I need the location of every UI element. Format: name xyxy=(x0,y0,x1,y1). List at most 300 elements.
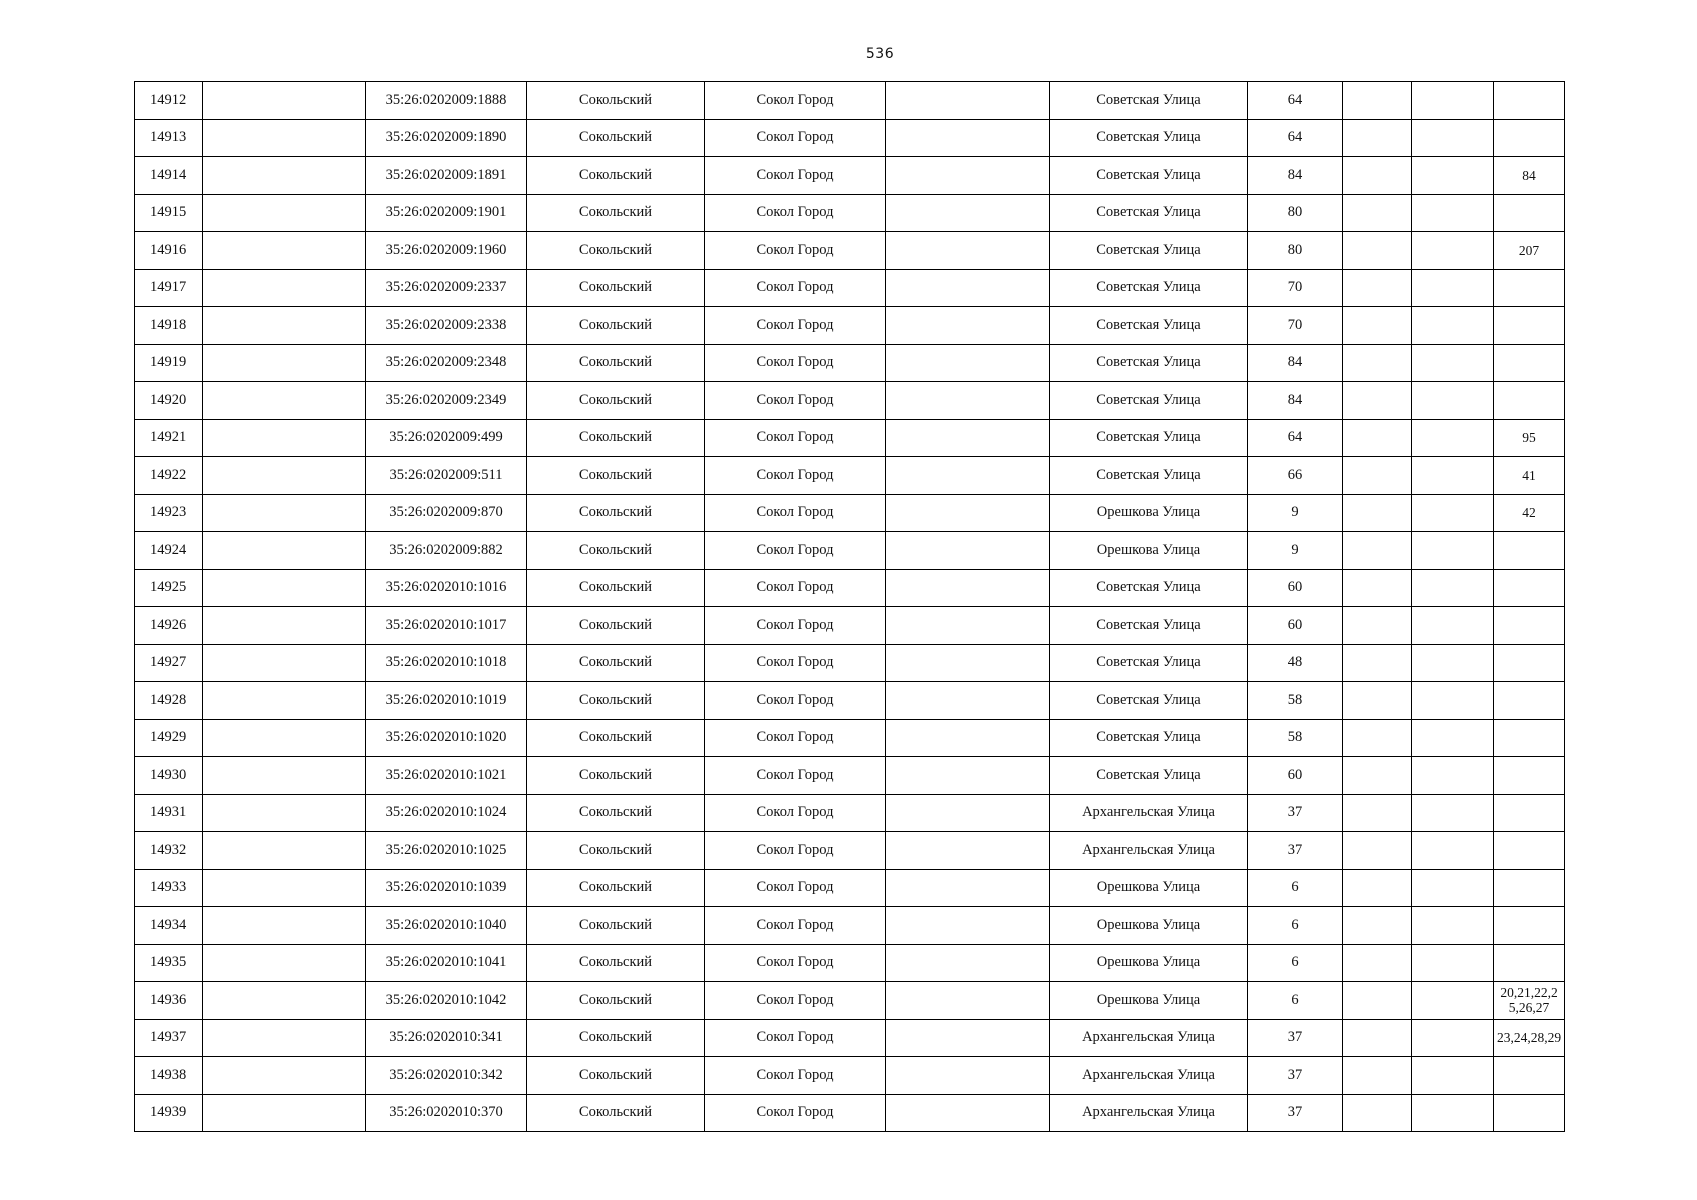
note-cell xyxy=(1494,269,1565,307)
blank-cell xyxy=(886,532,1050,570)
row-number-cell: 14939 xyxy=(135,1094,203,1132)
street-cell: Орешкова Улица xyxy=(1050,494,1248,532)
blank-cell xyxy=(1412,457,1494,495)
row-number-cell: 14922 xyxy=(135,457,203,495)
blank-cell xyxy=(1343,907,1412,945)
house-number-cell: 6 xyxy=(1248,944,1343,982)
blank-cell xyxy=(203,944,366,982)
street-cell: Советская Улица xyxy=(1050,269,1248,307)
cadastral-number-cell: 35:26:0202010:1019 xyxy=(366,682,527,720)
blank-cell xyxy=(886,82,1050,120)
note-cell: 95 xyxy=(1494,419,1565,457)
note-cell xyxy=(1494,869,1565,907)
house-number-cell: 60 xyxy=(1248,607,1343,645)
blank-cell xyxy=(1412,907,1494,945)
table-row xyxy=(135,269,1565,307)
table-row xyxy=(135,944,1565,982)
table-row xyxy=(135,419,1565,457)
street-cell: Орешкова Улица xyxy=(1050,869,1248,907)
house-number-cell: 37 xyxy=(1248,1094,1343,1132)
table-row xyxy=(135,794,1565,832)
street-cell: Орешкова Улица xyxy=(1050,532,1248,570)
settlement-cell: Сокол Город xyxy=(705,607,886,645)
blank-cell xyxy=(1412,494,1494,532)
settlement-cell: Сокол Город xyxy=(705,944,886,982)
settlement-cell: Сокол Город xyxy=(705,457,886,495)
blank-cell xyxy=(886,232,1050,270)
blank-cell xyxy=(1343,869,1412,907)
blank-cell xyxy=(886,644,1050,682)
blank-cell xyxy=(1343,682,1412,720)
blank-cell xyxy=(886,344,1050,382)
blank-cell xyxy=(886,794,1050,832)
blank-cell xyxy=(203,607,366,645)
cadastral-number-cell: 35:26:0202010:1025 xyxy=(366,832,527,870)
row-number-cell: 14928 xyxy=(135,682,203,720)
street-cell: Орешкова Улица xyxy=(1050,907,1248,945)
settlement-cell: Сокол Город xyxy=(705,1019,886,1057)
settlement-cell: Сокол Город xyxy=(705,907,886,945)
table-row xyxy=(135,232,1565,270)
blank-cell xyxy=(1343,307,1412,345)
row-number-cell: 14919 xyxy=(135,344,203,382)
blank-cell xyxy=(1343,1019,1412,1057)
blank-cell xyxy=(886,982,1050,1020)
district-cell: Сокольский xyxy=(527,457,705,495)
district-cell: Сокольский xyxy=(527,794,705,832)
district-cell: Сокольский xyxy=(527,194,705,232)
settlement-cell: Сокол Город xyxy=(705,119,886,157)
blank-cell xyxy=(203,682,366,720)
district-cell: Сокольский xyxy=(527,569,705,607)
blank-cell xyxy=(1412,719,1494,757)
row-number-cell: 14914 xyxy=(135,157,203,195)
street-cell: Советская Улица xyxy=(1050,457,1248,495)
district-cell: Сокольский xyxy=(527,1019,705,1057)
house-number-cell: 64 xyxy=(1248,119,1343,157)
street-cell: Советская Улица xyxy=(1050,682,1248,720)
blank-cell xyxy=(886,869,1050,907)
district-cell: Сокольский xyxy=(527,119,705,157)
row-number-cell: 14929 xyxy=(135,719,203,757)
house-number-cell: 58 xyxy=(1248,682,1343,720)
cadastral-number-cell: 35:26:0202010:341 xyxy=(366,1019,527,1057)
note-cell xyxy=(1494,607,1565,645)
house-number-cell: 66 xyxy=(1248,457,1343,495)
table-row xyxy=(135,719,1565,757)
blank-cell xyxy=(1343,569,1412,607)
row-number-cell: 14933 xyxy=(135,869,203,907)
blank-cell xyxy=(203,569,366,607)
blank-cell xyxy=(203,869,366,907)
row-number-cell: 14936 xyxy=(135,982,203,1020)
note-cell xyxy=(1494,82,1565,120)
house-number-cell: 64 xyxy=(1248,82,1343,120)
street-cell: Советская Улица xyxy=(1050,82,1248,120)
street-cell: Архангельская Улица xyxy=(1050,1057,1248,1095)
row-number-cell: 14927 xyxy=(135,644,203,682)
table-row xyxy=(135,194,1565,232)
row-number-cell: 14931 xyxy=(135,794,203,832)
cadastral-number-cell: 35:26:0202009:2348 xyxy=(366,344,527,382)
district-cell: Сокольский xyxy=(527,832,705,870)
table-row xyxy=(135,832,1565,870)
note-cell xyxy=(1494,682,1565,720)
note-cell xyxy=(1494,307,1565,345)
blank-cell xyxy=(203,644,366,682)
blank-cell xyxy=(886,944,1050,982)
district-cell: Сокольский xyxy=(527,982,705,1020)
settlement-cell: Сокол Город xyxy=(705,757,886,795)
blank-cell xyxy=(886,269,1050,307)
blank-cell xyxy=(1343,119,1412,157)
house-number-cell: 37 xyxy=(1248,794,1343,832)
row-number-cell: 14916 xyxy=(135,232,203,270)
house-number-cell: 6 xyxy=(1248,869,1343,907)
cadastral-number-cell: 35:26:0202010:370 xyxy=(366,1094,527,1132)
note-cell xyxy=(1494,794,1565,832)
settlement-cell: Сокол Город xyxy=(705,419,886,457)
blank-cell xyxy=(886,307,1050,345)
house-number-cell: 60 xyxy=(1248,757,1343,795)
blank-cell xyxy=(203,757,366,795)
blank-cell xyxy=(203,419,366,457)
table-row xyxy=(135,682,1565,720)
blank-cell xyxy=(1343,232,1412,270)
blank-cell xyxy=(1412,1094,1494,1132)
cadastral-number-cell: 35:26:0202010:1042 xyxy=(366,982,527,1020)
cadastral-number-cell: 35:26:0202010:1016 xyxy=(366,569,527,607)
settlement-cell: Сокол Город xyxy=(705,232,886,270)
district-cell: Сокольский xyxy=(527,1057,705,1095)
blank-cell xyxy=(1343,344,1412,382)
cadastral-number-cell: 35:26:0202009:1890 xyxy=(366,119,527,157)
street-cell: Советская Улица xyxy=(1050,344,1248,382)
settlement-cell: Сокол Город xyxy=(705,982,886,1020)
district-cell: Сокольский xyxy=(527,269,705,307)
note-cell xyxy=(1494,719,1565,757)
district-cell: Сокольский xyxy=(527,944,705,982)
note-cell: 23,24,28,29 xyxy=(1494,1019,1565,1057)
blank-cell xyxy=(1412,157,1494,195)
house-number-cell: 9 xyxy=(1248,532,1343,570)
note-cell xyxy=(1494,119,1565,157)
blank-cell xyxy=(1343,944,1412,982)
blank-cell xyxy=(886,419,1050,457)
row-number-cell: 14921 xyxy=(135,419,203,457)
district-cell: Сокольский xyxy=(527,232,705,270)
note-cell xyxy=(1494,944,1565,982)
blank-cell xyxy=(203,907,366,945)
row-number-cell: 14912 xyxy=(135,82,203,120)
street-cell: Советская Улица xyxy=(1050,307,1248,345)
row-number-cell: 14913 xyxy=(135,119,203,157)
settlement-cell: Сокол Город xyxy=(705,494,886,532)
blank-cell xyxy=(1412,832,1494,870)
note-cell: 42 xyxy=(1494,494,1565,532)
blank-cell xyxy=(1343,1057,1412,1095)
blank-cell xyxy=(203,1094,366,1132)
cadastral-number-cell: 35:26:0202010:342 xyxy=(366,1057,527,1095)
blank-cell xyxy=(1412,607,1494,645)
blank-cell xyxy=(1343,982,1412,1020)
blank-cell xyxy=(886,494,1050,532)
blank-cell xyxy=(1412,232,1494,270)
settlement-cell: Сокол Город xyxy=(705,194,886,232)
house-number-cell: 64 xyxy=(1248,419,1343,457)
blank-cell xyxy=(203,82,366,120)
blank-cell xyxy=(886,457,1050,495)
page-number: 536 xyxy=(865,46,895,62)
house-number-cell: 48 xyxy=(1248,644,1343,682)
blank-cell xyxy=(1412,119,1494,157)
row-number-cell: 14925 xyxy=(135,569,203,607)
blank-cell xyxy=(1412,307,1494,345)
cadastral-number-cell: 35:26:0202009:2338 xyxy=(366,307,527,345)
note-cell xyxy=(1494,757,1565,795)
street-cell: Советская Улица xyxy=(1050,569,1248,607)
house-number-cell: 37 xyxy=(1248,832,1343,870)
registry-table xyxy=(134,81,1565,1132)
blank-cell xyxy=(1412,344,1494,382)
note-cell xyxy=(1494,532,1565,570)
blank-cell xyxy=(1343,719,1412,757)
blank-cell xyxy=(203,982,366,1020)
settlement-cell: Сокол Город xyxy=(705,569,886,607)
table-row xyxy=(135,1019,1565,1057)
street-cell: Советская Улица xyxy=(1050,719,1248,757)
settlement-cell: Сокол Город xyxy=(705,82,886,120)
blank-cell xyxy=(1343,382,1412,420)
house-number-cell: 6 xyxy=(1248,907,1343,945)
blank-cell xyxy=(1343,494,1412,532)
note-cell xyxy=(1494,907,1565,945)
settlement-cell: Сокол Город xyxy=(705,682,886,720)
note-cell: 207 xyxy=(1494,232,1565,270)
district-cell: Сокольский xyxy=(527,607,705,645)
street-cell: Архангельская Улица xyxy=(1050,832,1248,870)
settlement-cell: Сокол Город xyxy=(705,719,886,757)
note-cell xyxy=(1494,644,1565,682)
district-cell: Сокольский xyxy=(527,682,705,720)
district-cell: Сокольский xyxy=(527,494,705,532)
house-number-cell: 84 xyxy=(1248,344,1343,382)
row-number-cell: 14938 xyxy=(135,1057,203,1095)
district-cell: Сокольский xyxy=(527,1094,705,1132)
street-cell: Советская Улица xyxy=(1050,419,1248,457)
blank-cell xyxy=(203,832,366,870)
blank-cell xyxy=(886,157,1050,195)
house-number-cell: 58 xyxy=(1248,719,1343,757)
house-number-cell: 70 xyxy=(1248,269,1343,307)
note-cell xyxy=(1494,194,1565,232)
cadastral-number-cell: 35:26:0202009:1891 xyxy=(366,157,527,195)
cadastral-number-cell: 35:26:0202010:1021 xyxy=(366,757,527,795)
settlement-cell: Сокол Город xyxy=(705,832,886,870)
note-cell xyxy=(1494,344,1565,382)
blank-cell xyxy=(1343,1094,1412,1132)
cadastral-number-cell: 35:26:0202009:2337 xyxy=(366,269,527,307)
table-row xyxy=(135,382,1565,420)
blank-cell xyxy=(886,1057,1050,1095)
blank-cell xyxy=(886,757,1050,795)
house-number-cell: 6 xyxy=(1248,982,1343,1020)
blank-cell xyxy=(1412,82,1494,120)
house-number-cell: 70 xyxy=(1248,307,1343,345)
house-number-cell: 80 xyxy=(1248,232,1343,270)
settlement-cell: Сокол Город xyxy=(705,794,886,832)
row-number-cell: 14920 xyxy=(135,382,203,420)
row-number-cell: 14923 xyxy=(135,494,203,532)
street-cell: Архангельская Улица xyxy=(1050,794,1248,832)
cadastral-number-cell: 35:26:0202010:1041 xyxy=(366,944,527,982)
blank-cell xyxy=(203,532,366,570)
blank-cell xyxy=(1412,982,1494,1020)
blank-cell xyxy=(203,794,366,832)
blank-cell xyxy=(1412,1019,1494,1057)
note-cell xyxy=(1494,569,1565,607)
blank-cell xyxy=(203,307,366,345)
blank-cell xyxy=(1412,644,1494,682)
blank-cell xyxy=(886,194,1050,232)
cadastral-number-cell: 35:26:0202010:1018 xyxy=(366,644,527,682)
blank-cell xyxy=(1343,644,1412,682)
blank-cell xyxy=(1343,82,1412,120)
note-cell xyxy=(1494,1057,1565,1095)
blank-cell xyxy=(886,719,1050,757)
blank-cell xyxy=(1412,869,1494,907)
blank-cell xyxy=(1343,794,1412,832)
district-cell: Сокольский xyxy=(527,344,705,382)
street-cell: Советская Улица xyxy=(1050,157,1248,195)
cadastral-number-cell: 35:26:0202009:1888 xyxy=(366,82,527,120)
blank-cell xyxy=(1343,832,1412,870)
blank-cell xyxy=(203,269,366,307)
table-row xyxy=(135,644,1565,682)
blank-cell xyxy=(886,607,1050,645)
row-number-cell: 14932 xyxy=(135,832,203,870)
row-number-cell: 14924 xyxy=(135,532,203,570)
blank-cell xyxy=(203,457,366,495)
table-row xyxy=(135,494,1565,532)
district-cell: Сокольский xyxy=(527,907,705,945)
table-row xyxy=(135,119,1565,157)
cadastral-number-cell: 35:26:0202009:1960 xyxy=(366,232,527,270)
blank-cell xyxy=(203,157,366,195)
district-cell: Сокольский xyxy=(527,419,705,457)
blank-cell xyxy=(1343,194,1412,232)
cadastral-number-cell: 35:26:0202010:1040 xyxy=(366,907,527,945)
house-number-cell: 60 xyxy=(1248,569,1343,607)
blank-cell xyxy=(886,1019,1050,1057)
blank-cell xyxy=(1343,607,1412,645)
blank-cell xyxy=(1412,382,1494,420)
table-row xyxy=(135,757,1565,795)
table-row xyxy=(135,907,1565,945)
cadastral-number-cell: 35:26:0202009:882 xyxy=(366,532,527,570)
district-cell: Сокольский xyxy=(527,157,705,195)
blank-cell xyxy=(886,1094,1050,1132)
blank-cell xyxy=(1412,944,1494,982)
cadastral-number-cell: 35:26:0202010:1039 xyxy=(366,869,527,907)
table-row xyxy=(135,982,1565,1020)
district-cell: Сокольский xyxy=(527,532,705,570)
district-cell: Сокольский xyxy=(527,307,705,345)
note-cell: 84 xyxy=(1494,157,1565,195)
row-number-cell: 14937 xyxy=(135,1019,203,1057)
street-cell: Советская Улица xyxy=(1050,194,1248,232)
blank-cell xyxy=(203,232,366,270)
blank-cell xyxy=(1412,569,1494,607)
blank-cell xyxy=(203,119,366,157)
settlement-cell: Сокол Город xyxy=(705,1094,886,1132)
blank-cell xyxy=(1412,1057,1494,1095)
settlement-cell: Сокол Город xyxy=(705,644,886,682)
table-row xyxy=(135,307,1565,345)
note-cell xyxy=(1494,382,1565,420)
district-cell: Сокольский xyxy=(527,82,705,120)
street-cell: Советская Улица xyxy=(1050,382,1248,420)
house-number-cell: 80 xyxy=(1248,194,1343,232)
settlement-cell: Сокол Город xyxy=(705,157,886,195)
district-cell: Сокольский xyxy=(527,382,705,420)
blank-cell xyxy=(1412,419,1494,457)
row-number-cell: 14935 xyxy=(135,944,203,982)
blank-cell xyxy=(203,344,366,382)
row-number-cell: 14918 xyxy=(135,307,203,345)
house-number-cell: 84 xyxy=(1248,382,1343,420)
house-number-cell: 9 xyxy=(1248,494,1343,532)
street-cell: Советская Улица xyxy=(1050,119,1248,157)
settlement-cell: Сокол Город xyxy=(705,307,886,345)
street-cell: Орешкова Улица xyxy=(1050,944,1248,982)
district-cell: Сокольский xyxy=(527,757,705,795)
settlement-cell: Сокол Город xyxy=(705,532,886,570)
blank-cell xyxy=(886,682,1050,720)
cadastral-number-cell: 35:26:0202009:2349 xyxy=(366,382,527,420)
cadastral-number-cell: 35:26:0202009:511 xyxy=(366,457,527,495)
district-cell: Сокольский xyxy=(527,644,705,682)
table-body xyxy=(135,82,1565,1132)
row-number-cell: 14915 xyxy=(135,194,203,232)
blank-cell xyxy=(1412,794,1494,832)
blank-cell xyxy=(1412,269,1494,307)
cadastral-number-cell: 35:26:0202010:1017 xyxy=(366,607,527,645)
street-cell: Советская Улица xyxy=(1050,232,1248,270)
settlement-cell: Сокол Город xyxy=(705,344,886,382)
cadastral-number-cell: 35:26:0202009:1901 xyxy=(366,194,527,232)
table-row xyxy=(135,82,1565,120)
settlement-cell: Сокол Город xyxy=(705,869,886,907)
settlement-cell: Сокол Город xyxy=(705,269,886,307)
house-number-cell: 84 xyxy=(1248,157,1343,195)
cadastral-number-cell: 35:26:0202009:870 xyxy=(366,494,527,532)
blank-cell xyxy=(1343,269,1412,307)
blank-cell xyxy=(1343,457,1412,495)
row-number-cell: 14926 xyxy=(135,607,203,645)
note-cell xyxy=(1494,832,1565,870)
table-row xyxy=(135,157,1565,195)
table-row xyxy=(135,869,1565,907)
blank-cell xyxy=(1412,194,1494,232)
settlement-cell: Сокол Город xyxy=(705,1057,886,1095)
house-number-cell: 37 xyxy=(1248,1019,1343,1057)
blank-cell xyxy=(886,907,1050,945)
district-cell: Сокольский xyxy=(527,869,705,907)
blank-cell xyxy=(203,1019,366,1057)
cadastral-number-cell: 35:26:0202010:1024 xyxy=(366,794,527,832)
street-cell: Архангельская Улица xyxy=(1050,1019,1248,1057)
